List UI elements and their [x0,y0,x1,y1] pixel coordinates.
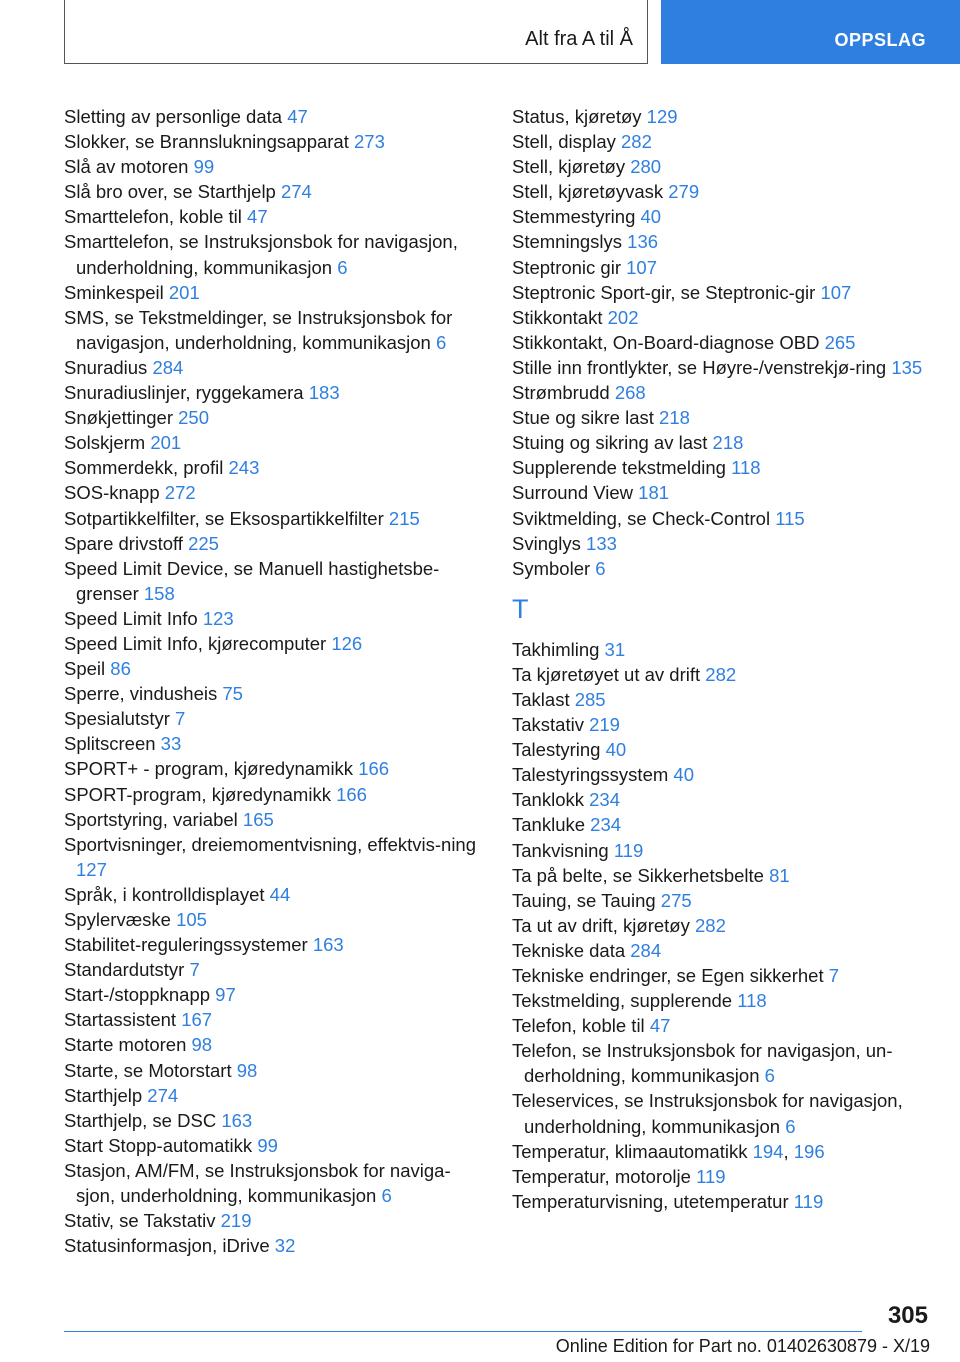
page-reference-link[interactable]: 99 [193,156,215,178]
index-entry [512,637,932,662]
index-entry [64,656,484,681]
page-reference-link[interactable]: 7 [189,959,200,981]
page-reference-link[interactable]: 218 [712,432,744,454]
page-reference-link[interactable]: 47 [287,106,308,127]
page-reference-link[interactable]: 158 [143,582,175,604]
index-entry [512,1088,932,1138]
page-reference-link[interactable]: 243 [228,457,260,479]
page-reference-link[interactable]: 282 [705,663,737,685]
page-reference-link[interactable]: 97 [215,984,236,1006]
page-reference-link[interactable]: 6 [381,1185,392,1207]
index-entry [64,807,484,832]
index-entry [64,480,484,505]
index-column-left [64,104,484,1258]
index-entry [512,1013,932,1038]
index-term: Ta på belte, se Sikkerhetsbelte [512,864,764,886]
index-column-right [512,104,932,1214]
index-term: Starte, se Motorstart [64,1059,232,1081]
index-term: Taklast [512,688,570,710]
page-reference-link[interactable]: 98 [236,1059,258,1081]
index-entry [64,1083,484,1108]
index-term: Teleservices, se Instruksjonsbok for navigasjon, underholdning, kommunikasjon [512,1090,908,1137]
index-term: Slå bro over, se Starthjelp [64,181,276,203]
index-entry [64,731,484,756]
page-reference-link[interactable]: 165 [242,808,274,830]
page-reference-link[interactable]: 31 [604,638,626,660]
index-term: Stikkontakt [512,306,603,328]
page-reference-link[interactable]: 234 [589,789,620,811]
index-term: Startassistent [64,1009,177,1031]
index-entry [512,737,932,762]
page-reference-link[interactable]: 280 [630,156,662,178]
index-entry [64,1058,484,1083]
index-entry [512,255,932,280]
page-reference-link[interactable]: 183 [308,382,340,404]
index-entry [64,631,484,656]
page-reference-link[interactable]: 274 [147,1084,179,1106]
index-entry [512,1164,932,1189]
index-term: Speed Limit Info, kjørecomputer [64,632,327,654]
index-entry [512,179,932,204]
index-entry [64,1007,484,1032]
page-reference-link[interactable]: 44 [269,883,291,905]
page-reference-link[interactable]: 6 [337,256,348,278]
page-reference-link[interactable]: 99 [257,1134,278,1156]
page-reference-link[interactable]: 133 [586,532,617,554]
index-entry [512,104,932,129]
header-section-label: OPPSLAG [834,30,926,50]
index-entry [512,380,932,405]
page-reference-link[interactable]: 284 [152,356,184,378]
index-entry [64,455,484,480]
index-entry [64,1108,484,1133]
page-reference-link[interactable]: 126 [331,632,363,654]
index-term: Smarttelefon, se Instruksjonsbok for navigasjon, underholdning, kommunikasjon [64,231,463,278]
index-term: Språk, i kontrolldisplayet [64,883,265,905]
index-entry [512,330,932,355]
index-entry [64,706,484,731]
page-reference-link[interactable]: 219 [589,714,620,736]
index-entry [64,1208,484,1233]
index-entry [512,913,932,938]
page-reference-link[interactable]: 275 [660,889,692,911]
index-entry [64,556,484,606]
index-entry [64,430,484,455]
page-reference-link[interactable]: 33 [160,733,182,755]
index-group-t [512,637,932,1214]
index-entry [512,1189,932,1214]
index-letter-heading: T [512,593,529,624]
index-entry [64,531,484,556]
index-term: SOS-knapp [64,482,160,504]
page-reference-link[interactable]: 118 [731,457,761,479]
page-reference-link[interactable]: 202 [607,306,639,328]
index-term: Spylervæske [64,909,171,930]
index-entry [64,606,484,631]
index-term: Splitscreen [64,733,156,755]
index-term: Sommerdekk, profil [64,457,224,479]
index-entry [64,506,484,531]
index-entry [64,104,484,129]
index-entry [64,305,484,355]
index-term: Stemmestyring [512,206,636,228]
page-reference-link[interactable]: 119 [696,1165,726,1187]
index-entry [512,787,932,812]
index-entry [512,938,932,963]
index-entry [64,1158,484,1208]
index-entry [64,982,484,1007]
page-reference-link[interactable]: 118 [737,990,767,1012]
index-group-s [512,104,932,581]
index-term: Standardutstyr [64,959,185,981]
index-entry [64,681,484,706]
index-term: Stabilitet-reguleringssystemer [64,934,308,956]
footer-edition: Online Edition for Part no. 01402630879 - X/19 [555,1336,930,1356]
index-term: Starthjelp, se DSC [64,1109,217,1131]
index-entry [64,1032,484,1057]
index-entry [64,154,484,179]
page-reference-link[interactable]: 285 [574,688,606,710]
index-entry [512,712,932,737]
index-term: Telefon, koble til [512,1015,645,1037]
page-reference-link[interactable]: 282 [695,914,726,936]
index-term: Steptronic gir [512,256,621,278]
index-term: Sportvisninger, dreiemomentvisning, effektvis‐ning [64,833,477,855]
page-reference-link[interactable]: 282 [621,131,652,153]
index-entry [512,480,932,505]
index-entry [512,963,932,988]
page-reference-link[interactable]: 194 [752,1140,784,1162]
page-reference-link[interactable]: 135 [891,356,923,378]
page-reference-link[interactable]: 115 [775,507,805,529]
index-entry [64,405,484,430]
index-term: Solskjerm [64,432,146,454]
index-term: Talestyring [512,739,601,761]
index-entry [512,863,932,888]
index-term: Slå av motoren [64,156,189,178]
index-entry [64,1133,484,1158]
index-term: Snøkjettinger [64,407,173,429]
index-term: Sportstyring, variabel [64,808,238,830]
index-entry [512,1038,932,1088]
index-term: Sletting av personlige data [64,106,283,127]
page-reference-link[interactable]: 98 [191,1034,213,1056]
index-term: Stue og sikre last [512,407,654,429]
page-reference-link[interactable]: 7 [175,708,186,730]
index-entry [512,687,932,712]
page-reference-link[interactable]: 123 [202,607,234,629]
index-entry [64,882,484,907]
index-term: SMS, se Tekstmeldinger, se Instruksjonsbok for navigasjon, underholdning, kommunikasjon [64,306,458,353]
index-term: Supplerende tekstmelding [512,457,726,479]
page-reference-link[interactable]: 181 [638,482,670,504]
index-term: Smarttelefon, koble til [64,206,242,228]
index-term: Speed Limit Info [64,607,198,629]
page-reference-link[interactable]: 6 [764,1065,775,1087]
index-term: Sperre, vindusheis [64,683,218,705]
index-entry: Temperatur, klimaautomatikk 194, 196 [512,1140,825,1162]
index-entry [512,305,932,330]
page-reference-link[interactable]: 129 [646,106,678,127]
page-reference-link[interactable]: 201 [150,432,182,454]
index-term: Stell, kjøretøyvask [512,181,664,203]
index-term: Stille inn frontlykter, se Høyre-/venstrekjø‐ring [512,356,887,378]
page-reference-link[interactable]: 265 [824,331,856,353]
index-entry [64,907,484,932]
page-reference-link[interactable]: 250 [178,407,210,429]
page-reference-link[interactable]: 105 [176,909,207,930]
page-reference-link[interactable]: 273 [354,131,385,153]
index-entry [512,204,932,229]
page-reference-link[interactable]: 75 [222,683,243,705]
index-term: Stell, kjøretøy [512,156,626,178]
index-term: Symboler [512,557,591,579]
index-term: Tanklokk [512,789,584,811]
page-reference-link[interactable]: 40 [640,206,662,228]
index-entry [512,988,932,1013]
footer-divider [64,1331,862,1332]
page-reference-link[interactable]: 279 [668,181,700,203]
index-term: Starte motoren [64,1034,187,1056]
index-term: Takhimling [512,638,600,660]
page-number: 305 [887,1302,928,1329]
index-entry [64,129,484,154]
index-entry [64,1233,484,1258]
index-entry [512,506,932,531]
index-term: Tankvisning [512,839,609,861]
index-entry [64,355,484,380]
page-reference-link[interactable]: 225 [188,532,219,554]
index-term: Tekniske endringer, se Egen sikkerhet [512,965,824,986]
index-entry [512,762,932,787]
page-reference-link[interactable]: 47 [247,206,268,228]
page-reference-link[interactable]: 7 [828,965,840,986]
index-term: Ta kjøretøyet ut av drift [512,663,701,685]
index-entry [512,280,932,305]
page-reference-link[interactable]: 40 [673,764,694,786]
page-reference-link[interactable]: 107 [626,256,658,278]
index-term: Spare drivstoff [64,532,183,554]
index-term: Strømbrudd [512,382,610,404]
index-entry [64,280,484,305]
header-title-box [64,0,648,64]
page-reference-link[interactable]: 119 [793,1190,824,1212]
index-entry [64,832,484,882]
index-entry [512,430,932,455]
index-entry [512,129,932,154]
page-reference-link[interactable]: 40 [605,739,627,761]
index-term: Temperaturvisning, utetemperatur [512,1190,789,1212]
index-entry [64,756,484,781]
page-reference-link[interactable]: 163 [312,934,344,956]
index-term: Takstativ [512,714,584,736]
index-term: Telefon, se Instruksjonsbok for navigasjon, un‐derholdning, kommunikasjon [512,1040,893,1087]
page-reference-link[interactable]: 201 [168,281,200,303]
page-reference-link[interactable]: 136 [627,231,659,253]
index-term: Stativ, se Takstativ [64,1210,216,1232]
index-entry [64,229,484,279]
index-entry [64,204,484,229]
index-term: Speil [64,658,106,680]
index-term: Starthjelp [64,1084,143,1106]
page-reference-link[interactable]: 107 [820,281,852,303]
index-term: Stasjon, AM/FM, se Instruksjonsbok for naviga‐sjon, underholdning, kommunikasjon [64,1159,451,1207]
page-reference-link[interactable]: 6 [435,331,447,353]
index-term: Status, kjøretøy [512,106,642,127]
page-reference-link[interactable]: 81 [769,864,790,886]
index-entry [512,455,932,480]
index-term: Speed Limit Device, se Manuell hastighetsbe‐grenser [64,557,440,604]
index-term: SPORT-program, kjøredynamikk [64,783,331,805]
index-term: Talestyringssystem [512,764,669,786]
index-term: Slokker, se Brannslukningsapparat [64,131,349,153]
page-reference-link[interactable]: 272 [164,482,196,504]
index-term: Statusinformasjon, iDrive [64,1235,270,1257]
page-reference-link[interactable]: 32 [274,1235,296,1257]
page-reference-link[interactable]: 215 [388,507,420,529]
index-entry [64,179,484,204]
page-reference-link[interactable]: 6 [595,557,606,579]
index-entry [64,957,484,982]
index-term: Steptronic Sport-gir, se Steptronic-gir [512,281,816,303]
index-entry [512,405,932,430]
page-reference-link[interactable]: 166 [358,758,390,780]
index-entry [512,812,932,837]
header-title: Alt fra A til Å [525,28,633,50]
index-entry [512,662,932,687]
page-reference-link[interactable]: 284 [630,939,662,961]
index-term: Sotpartikkelfilter, se Eksospartikkelfilter [64,507,384,529]
index-term: Spesialutstyr [64,708,170,730]
index-entry [512,154,932,179]
index-term: Sminkespeil [64,281,164,303]
page-reference-link[interactable]: 166 [336,783,367,805]
page-reference-link[interactable]: 167 [181,1009,213,1031]
index-entry [64,380,484,405]
page-reference-link[interactable]: 86 [110,658,131,680]
header-section-tab [661,0,960,64]
index-entry [512,229,932,254]
index-entry [64,782,484,807]
index-term: Tankluke [512,814,586,836]
index-term: Start-/stoppknapp [64,984,211,1006]
index-term: Stuing og sikring av last [512,432,708,454]
page-reference-link[interactable]: 119 [613,839,644,861]
index-term: Sviktmelding, se Check-Control [512,507,771,529]
index-entry [64,932,484,957]
page-reference-link[interactable]: 127 [76,858,107,880]
page-reference-link[interactable]: 196 [793,1140,825,1162]
page-reference-link[interactable]: 219 [220,1210,252,1232]
index-term: Tauing, se Tauing [512,889,656,911]
index-term: Snuradius [64,356,148,378]
index-term: Snuradiuslinjer, ryggekamera [64,382,304,404]
index-term: Stemningslys [512,231,623,253]
page-reference-link[interactable]: 6 [785,1115,796,1137]
index-entry [512,556,932,581]
index-entry [512,531,932,556]
index-term: Stell, display [512,131,616,153]
page-reference-link[interactable]: 47 [649,1015,671,1037]
index-entry [512,355,932,380]
index-term: Temperatur, motorolje [512,1165,691,1187]
page-reference-link[interactable]: 218 [659,407,690,429]
index-term: Stikkontakt, On-Board-diagnose OBD [512,331,820,353]
index-term: Temperatur, klimaautomatikk [512,1140,748,1162]
index-entry [512,888,932,913]
index-term: Ta ut av drift, kjøretøy [512,914,690,936]
page-reference-link[interactable]: 268 [614,382,646,404]
index-entry [512,838,932,863]
index-term: Start Stopp-automatikk [64,1134,253,1156]
index-term: Tekstmelding, supplerende [512,990,733,1012]
index-term: Tekniske data [512,939,626,961]
index-term: Svinglys [512,532,581,554]
page-reference-link[interactable]: 163 [221,1109,253,1131]
index-term: Surround View [512,482,634,504]
page-reference-link[interactable]: 234 [590,814,622,836]
page-reference-link[interactable]: 274 [280,181,312,203]
index-term: SPORT+ - program, kjøredynamikk [64,758,354,780]
